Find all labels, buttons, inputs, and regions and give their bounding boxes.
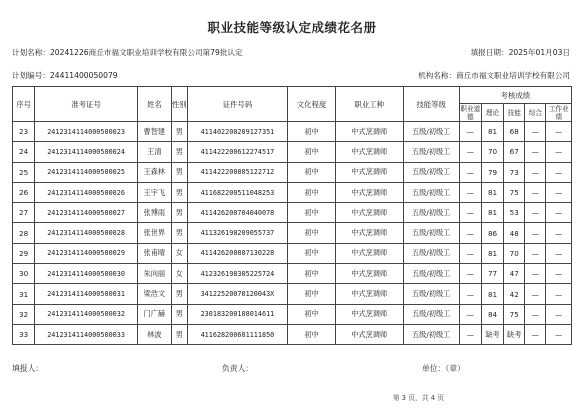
table-row: [13, 223, 572, 243]
cell-ethics: —: [459, 182, 481, 202]
cell-seq: 24: [13, 142, 35, 162]
cell-exam-no: 2412314114000500028: [35, 223, 138, 243]
cell-education: 初中: [288, 122, 336, 142]
cell-occupation: 中式烹调师: [335, 243, 403, 263]
plan-no-line: [12, 70, 118, 81]
score-roster-table: [12, 86, 572, 345]
cell-id-no: 411682200511048253: [187, 182, 288, 202]
cell-theory: 77: [481, 264, 503, 284]
unit-seal-label: 单位：（章）: [422, 364, 465, 373]
cell-occupation: 中式烹调师: [335, 264, 403, 284]
cell-id-no: 411426200704040078: [187, 203, 288, 223]
cell-seq: 31: [13, 284, 35, 304]
table-row: [13, 284, 572, 304]
cell-composite: —: [525, 324, 546, 344]
cell-ethics: —: [459, 203, 481, 223]
cell-theory: 81: [481, 203, 503, 223]
cell-gender: 男: [171, 284, 187, 304]
cell-exam-no: 2412314114000500024: [35, 142, 138, 162]
roster-title: 职业技能等级认定成绩花名册: [207, 20, 377, 35]
header-level: 技能等级: [403, 87, 459, 122]
header-skill: 技能: [504, 104, 525, 122]
cell-name: 林波: [137, 324, 171, 344]
cell-level: 五级/初级工: [403, 243, 459, 263]
cell-gender: 男: [171, 162, 187, 182]
org-label: 机构名称：: [418, 71, 457, 80]
cell-composite: —: [525, 223, 546, 243]
cell-composite: —: [525, 264, 546, 284]
header-theory: 理论: [481, 104, 503, 122]
header-name: 姓名: [137, 87, 171, 122]
header-ethics: 职业道德: [460, 104, 481, 121]
header-id-no: 证件号码: [187, 87, 288, 122]
cell-theory: 86: [481, 223, 503, 243]
cell-ethics: —: [459, 284, 481, 304]
header-gender-text: 性别: [171, 99, 187, 109]
cell-ethics: —: [459, 324, 481, 344]
cell-exam-no: 2412314114000500027: [35, 203, 138, 223]
cell-composite: —: [525, 122, 546, 142]
cell-education: 初中: [288, 304, 336, 324]
cell-theory: 84: [481, 304, 503, 324]
cell-level: 五级/初级工: [403, 284, 459, 304]
cell-skill: 68: [504, 122, 525, 142]
cell-seq: 32: [13, 304, 35, 324]
cell-level: 五级/初级工: [403, 324, 459, 344]
cell-education: 初中: [288, 142, 336, 162]
header-exam-no: 准考证号: [35, 87, 138, 122]
table-row: [13, 324, 572, 344]
cell-education: 初中: [288, 203, 336, 223]
cell-seq: 27: [13, 203, 35, 223]
cell-ethics: —: [459, 264, 481, 284]
cell-name: 王森林: [137, 162, 171, 182]
cell-work-perf: —: [546, 264, 572, 284]
cell-exam-no: 241231411400050002​3: [35, 122, 138, 142]
cell-level: 五级/初级工: [403, 203, 459, 223]
cell-composite: —: [525, 162, 546, 182]
cell-id-no: 411422200805122712: [187, 162, 288, 182]
plan-name-label: 计划名称：: [12, 48, 50, 57]
cell-seq: 25: [13, 162, 35, 182]
cell-ethics: —: [459, 243, 481, 263]
cell-exam-no: 2412314114000500033: [35, 324, 138, 344]
cell-education: 初中: [288, 162, 336, 182]
cell-theory: 70: [481, 142, 503, 162]
fill-date-label: 填报日期：: [470, 48, 509, 57]
cell-gender: 男: [171, 304, 187, 324]
cell-seq: 26: [13, 182, 35, 202]
cell-name: 朱向丽: [137, 264, 171, 284]
cell-exam-no: 2412314114000500025: [35, 162, 138, 182]
cell-occupation: 中式烹调师: [335, 284, 403, 304]
cell-exam-no: 2412314114000500032: [35, 304, 138, 324]
cell-occupation: 中式烹调师: [335, 182, 403, 202]
cell-seq: 30: [13, 264, 35, 284]
cell-id-no: 412326198305225724: [187, 264, 288, 284]
cell-gender: 男: [171, 142, 187, 162]
cell-level: 五级/初级工: [403, 122, 459, 142]
cell-skill: 75: [504, 304, 525, 324]
cell-composite: —: [525, 304, 546, 324]
cell-composite: —: [525, 182, 546, 202]
cell-id-no: 411426200807130228: [187, 243, 288, 263]
cell-composite: —: [525, 243, 546, 263]
cell-name: 梁浩文: [137, 284, 171, 304]
cell-gender: 女: [171, 243, 187, 263]
cell-skill: 67: [504, 142, 525, 162]
page-indicator: 第 3 页，共 4 页: [392, 394, 444, 402]
cell-ethics: —: [459, 142, 481, 162]
cell-skill: 47: [504, 264, 525, 284]
cell-exam-no: 2412314114000500031: [35, 284, 138, 304]
cell-id-no: 411326198209055737: [187, 223, 288, 243]
cell-exam-no: 2412314114000500026: [35, 182, 138, 202]
cell-skill: 53: [504, 203, 525, 223]
plan-no-value: 24411400050079: [49, 71, 118, 80]
cell-id-no: 230183200108014611: [187, 304, 288, 324]
cell-gender: 男: [171, 324, 187, 344]
cell-ethics: —: [459, 162, 481, 182]
cell-id-no: 34122520070120043X: [187, 284, 288, 304]
cell-work-perf: —: [546, 304, 572, 324]
cell-level: 五级/初级工: [403, 162, 459, 182]
cell-gender: 女: [171, 264, 187, 284]
cell-id-no: 411628200601111850: [187, 324, 288, 344]
cell-seq: 28: [13, 223, 35, 243]
cell-composite: —: [525, 203, 546, 223]
cell-education: 初中: [288, 324, 336, 344]
header-composite: 综合: [525, 104, 546, 122]
cell-work-perf: —: [546, 284, 572, 304]
cell-name: 门广赫: [137, 304, 171, 324]
cell-gender: 男: [171, 203, 187, 223]
cell-education: 初中: [288, 182, 336, 202]
cell-theory: 81: [481, 284, 503, 304]
cell-level: 五级/初级工: [403, 182, 459, 202]
cell-education: 初中: [288, 284, 336, 304]
cell-level: 五级/初级工: [403, 223, 459, 243]
cell-name: 王清: [137, 142, 171, 162]
filler-signature-label: 填报人：: [12, 364, 44, 373]
cell-skill: 73: [504, 162, 525, 182]
table-row: [13, 182, 572, 202]
cell-gender: 男: [171, 182, 187, 202]
responsible-signature-label: 负责人：: [222, 364, 254, 373]
cell-gender: 男: [171, 122, 187, 142]
cell-id-no: 411422200612274517: [187, 142, 288, 162]
cell-ethics: —: [459, 223, 481, 243]
cell-exam-no: 2412314114000500029: [35, 243, 138, 263]
cell-name: 张甫晴: [137, 243, 171, 263]
cell-occupation: 中式烹调师: [335, 203, 403, 223]
org-value: 商丘市福文职业培训学校有限公司: [456, 71, 570, 80]
table-row: [13, 243, 572, 263]
cell-skill: 缺考: [504, 324, 525, 344]
table-row: [13, 142, 572, 162]
cell-level: 五级/初级工: [403, 264, 459, 284]
header-education: 文化程度: [288, 87, 336, 122]
roster-body: [13, 122, 572, 345]
org-line: [418, 70, 570, 81]
cell-occupation: 中式烹调师: [335, 223, 403, 243]
cell-skill: 75: [504, 182, 525, 202]
table-row: [13, 264, 572, 284]
cell-name: 曹智建: [137, 122, 171, 142]
cell-occupation: 中式烹调师: [335, 324, 403, 344]
cell-work-perf: —: [546, 142, 572, 162]
table-row: [13, 203, 572, 223]
cell-education: 初中: [288, 243, 336, 263]
cell-seq: 29: [13, 243, 35, 263]
header-work-performance: 工作业绩: [546, 104, 572, 122]
cell-work-perf: —: [546, 223, 572, 243]
plan-name-line: [12, 47, 243, 58]
cell-work-perf: —: [546, 203, 572, 223]
cell-seq: 33: [13, 324, 35, 344]
cell-name: 王宇飞: [137, 182, 171, 202]
cell-work-perf: —: [546, 182, 572, 202]
cell-work-perf: —: [546, 243, 572, 263]
cell-theory: 缺考: [481, 324, 503, 344]
fill-date-value: 2025年01月03日: [508, 48, 570, 57]
cell-occupation: 中式烹调师: [335, 304, 403, 324]
cell-education: 初中: [288, 223, 336, 243]
header-gender: [171, 87, 187, 122]
cell-level: 五级/初级工: [403, 142, 459, 162]
plan-name-value: 20241226商丘市福文职业培训学校有限公司第79批认定: [49, 48, 243, 57]
cell-id-no: 411402200209127351: [187, 122, 288, 142]
cell-gender: 男: [171, 223, 187, 243]
plan-no-label: 计划编号：: [12, 71, 50, 80]
cell-skill: 42: [504, 284, 525, 304]
cell-name: 张世界: [137, 223, 171, 243]
cell-theory: 81: [481, 122, 503, 142]
cell-occupation: 中式烹调师: [335, 142, 403, 162]
cell-ethics: —: [459, 304, 481, 324]
header-seq: 序号: [13, 87, 35, 122]
cell-work-perf: —: [546, 162, 572, 182]
cell-theory: 81: [481, 243, 503, 263]
cell-composite: —: [525, 142, 546, 162]
cell-work-perf: —: [546, 122, 572, 142]
cell-exam-no: 2412314114000500030: [35, 264, 138, 284]
table-row: [13, 304, 572, 324]
cell-name: 张博雨: [137, 203, 171, 223]
fill-date-line: [471, 47, 570, 58]
cell-theory: 81: [481, 182, 503, 202]
cell-ethics: —: [459, 122, 481, 142]
cell-occupation: 中式烹调师: [335, 122, 403, 142]
cell-seq: 23: [13, 122, 35, 142]
cell-theory: 79: [481, 162, 503, 182]
cell-composite: —: [525, 284, 546, 304]
header-occupation: 职业工种: [335, 87, 403, 122]
cell-level: 五级/初级工: [403, 304, 459, 324]
cell-occupation: 中式烹调师: [335, 162, 403, 182]
table-row: [13, 162, 572, 182]
cell-skill: 48: [504, 223, 525, 243]
cell-work-perf: —: [546, 324, 572, 344]
table-row: [13, 122, 572, 142]
cell-skill: 70: [504, 243, 525, 263]
header-scores-group: 考核成绩: [459, 87, 571, 104]
cell-education: 初中: [288, 264, 336, 284]
